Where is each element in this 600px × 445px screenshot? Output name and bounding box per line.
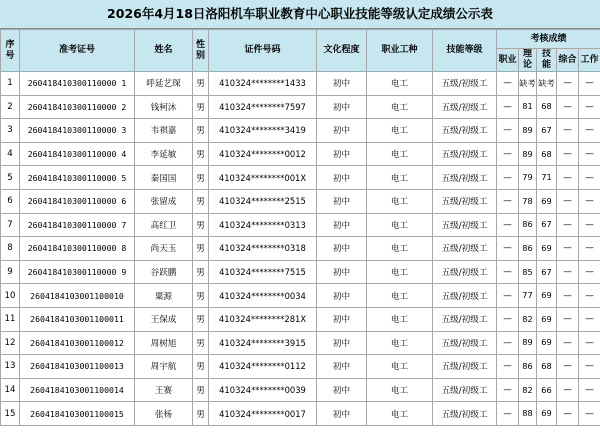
theory-score-cell: 77: [519, 284, 537, 308]
skill-score-cell: 缺考: [537, 72, 557, 96]
comprehensive-score-cell: —: [557, 189, 579, 213]
cert-no-cell: 410324********1433: [209, 72, 317, 96]
gender-cell: 男: [193, 378, 209, 402]
cert-no-cell: 410324********0012: [209, 142, 317, 166]
education-cell: 初中: [317, 284, 367, 308]
skill-score-cell: 69: [537, 237, 557, 261]
work-score-cell: —: [579, 237, 600, 261]
occupation-cell: 电工: [367, 166, 433, 190]
table-row: [1, 142, 600, 166]
comprehensive-score-cell: —: [557, 260, 579, 284]
exam-id-cell: 2604184103001100011: [20, 307, 135, 331]
skill-level-cell: 五级/初级工: [433, 378, 497, 402]
occupation-score-cell: —: [497, 95, 519, 119]
work-score-cell: —: [579, 119, 600, 143]
skill-level-cell: 五级/初级工: [433, 237, 497, 261]
gender-cell: 男: [193, 402, 209, 426]
work-score-cell: —: [579, 355, 600, 379]
exam-id-cell: 2604184103001100013: [20, 355, 135, 379]
name-cell: 李延敏: [135, 142, 193, 166]
skill-level-cell: 五级/初级工: [433, 260, 497, 284]
gender-cell: 男: [193, 260, 209, 284]
work-score-cell: —: [579, 95, 600, 119]
occupation-cell: 电工: [367, 402, 433, 426]
exam-id-cell: 260418410300110000 9: [20, 260, 135, 284]
page-title: 2026年4月18日洛阳机车职业教育中心职业技能等级认定成绩公示表: [0, 0, 600, 29]
comprehensive-score-cell: —: [557, 402, 579, 426]
skill-level-cell: 五级/初级工: [433, 402, 497, 426]
header-theory: 理论: [519, 49, 537, 72]
gender-cell: 男: [193, 95, 209, 119]
occupation-score-cell: —: [497, 284, 519, 308]
work-score-cell: —: [579, 307, 600, 331]
education-cell: 初中: [317, 166, 367, 190]
comprehensive-score-cell: —: [557, 284, 579, 308]
skill-score-cell: 68: [537, 95, 557, 119]
occupation-cell: 电工: [367, 378, 433, 402]
cert-no-cell: 410324********0034: [209, 284, 317, 308]
theory-score-cell: 89: [519, 142, 537, 166]
gender-cell: 男: [193, 237, 209, 261]
comprehensive-score-cell: —: [557, 355, 579, 379]
skill-level-cell: 五级/初级工: [433, 142, 497, 166]
table-row: [1, 378, 600, 402]
exam-id-cell: 260418410300110000 1: [20, 72, 135, 96]
header-seq: 序号: [1, 30, 20, 72]
exam-id-cell: 260418410300110000 7: [20, 213, 135, 237]
table-row: [1, 284, 600, 308]
education-cell: 初中: [317, 331, 367, 355]
skill-level-cell: 五级/初级工: [433, 119, 497, 143]
table-row: [1, 213, 600, 237]
theory-score-cell: 85: [519, 260, 537, 284]
skill-level-cell: 五级/初级工: [433, 331, 497, 355]
header-occupation-score: 职业: [497, 49, 519, 72]
table-row: [1, 189, 600, 213]
name-cell: 周宇航: [135, 355, 193, 379]
header-scores: 考核成绩: [497, 30, 600, 49]
theory-score-cell: 86: [519, 237, 537, 261]
skill-level-cell: 五级/初级工: [433, 284, 497, 308]
occupation-cell: 电工: [367, 119, 433, 143]
occupation-cell: 电工: [367, 284, 433, 308]
skill-score-cell: 68: [537, 355, 557, 379]
skill-level-cell: 五级/初级工: [433, 213, 497, 237]
exam-id-cell: 260418410300110000 6: [20, 189, 135, 213]
gender-cell: 男: [193, 355, 209, 379]
skill-score-cell: 67: [537, 260, 557, 284]
comprehensive-score-cell: —: [557, 307, 579, 331]
gender-cell: 男: [193, 142, 209, 166]
cert-no-cell: 410324********0017: [209, 402, 317, 426]
seq-cell: 7: [1, 213, 20, 237]
skill-score-cell: 67: [537, 119, 557, 143]
skill-level-cell: 五级/初级工: [433, 189, 497, 213]
skill-score-cell: 71: [537, 166, 557, 190]
table-row: [1, 166, 600, 190]
occupation-cell: 电工: [367, 260, 433, 284]
seq-cell: 14: [1, 378, 20, 402]
name-cell: 韦祺嘉: [135, 119, 193, 143]
cert-no-cell: 410324********001X: [209, 166, 317, 190]
education-cell: 初中: [317, 402, 367, 426]
exam-id-cell: 260418410300110000 3: [20, 119, 135, 143]
work-score-cell: —: [579, 378, 600, 402]
occupation-cell: 电工: [367, 331, 433, 355]
header-name: 姓名: [135, 30, 193, 72]
table-row: [1, 95, 600, 119]
occupation-cell: 电工: [367, 95, 433, 119]
theory-score-cell: 89: [519, 331, 537, 355]
skill-score-cell: 68: [537, 142, 557, 166]
table-row: [1, 355, 600, 379]
work-score-cell: —: [579, 213, 600, 237]
exam-id-cell: 260418410300110000 2: [20, 95, 135, 119]
cert-no-cell: 410324********7515: [209, 260, 317, 284]
work-score-cell: —: [579, 402, 600, 426]
cert-no-cell: 410324********3419: [209, 119, 317, 143]
education-cell: 初中: [317, 237, 367, 261]
skill-score-cell: 69: [537, 331, 557, 355]
name-cell: 尚天玉: [135, 237, 193, 261]
occupation-cell: 电工: [367, 142, 433, 166]
theory-score-cell: 89: [519, 119, 537, 143]
work-score-cell: —: [579, 72, 600, 96]
table-row: [1, 237, 600, 261]
comprehensive-score-cell: —: [557, 166, 579, 190]
occupation-score-cell: —: [497, 166, 519, 190]
theory-score-cell: 82: [519, 307, 537, 331]
occupation-cell: 电工: [367, 307, 433, 331]
seq-cell: 15: [1, 402, 20, 426]
seq-cell: 9: [1, 260, 20, 284]
work-score-cell: —: [579, 331, 600, 355]
occupation-score-cell: —: [497, 355, 519, 379]
name-cell: 高红卫: [135, 213, 193, 237]
cert-no-cell: 410324********7597: [209, 95, 317, 119]
header-cert-no: 证件号码: [209, 30, 317, 72]
theory-score-cell: 88: [519, 402, 537, 426]
work-score-cell: —: [579, 166, 600, 190]
table-row: [1, 402, 600, 426]
education-cell: 初中: [317, 355, 367, 379]
education-cell: 初中: [317, 142, 367, 166]
gender-cell: 男: [193, 284, 209, 308]
header-gender: 性别: [193, 30, 209, 72]
header-occupation: 职业工种: [367, 30, 433, 72]
occupation-cell: 电工: [367, 355, 433, 379]
work-score-cell: —: [579, 142, 600, 166]
skill-level-cell: 五级/初级工: [433, 307, 497, 331]
gender-cell: 男: [193, 307, 209, 331]
name-cell: 谷跃鹏: [135, 260, 193, 284]
name-cell: 周树旭: [135, 331, 193, 355]
skill-level-cell: 五级/初级工: [433, 95, 497, 119]
header-skill-level: 技能等级: [433, 30, 497, 72]
occupation-score-cell: —: [497, 213, 519, 237]
occupation-score-cell: —: [497, 260, 519, 284]
theory-score-cell: 86: [519, 355, 537, 379]
cert-no-cell: 410324********3915: [209, 331, 317, 355]
comprehensive-score-cell: —: [557, 119, 579, 143]
education-cell: 初中: [317, 260, 367, 284]
exam-id-cell: 260418410300110000 4: [20, 142, 135, 166]
work-score-cell: —: [579, 260, 600, 284]
header-comprehensive: 综合: [557, 49, 579, 72]
exam-id-cell: 2604184103001100015: [20, 402, 135, 426]
name-cell: 张杨: [135, 402, 193, 426]
education-cell: 初中: [317, 72, 367, 96]
cert-no-cell: 410324********2515: [209, 189, 317, 213]
name-cell: 呼延艺琛: [135, 72, 193, 96]
seq-cell: 1: [1, 72, 20, 96]
cert-no-cell: 410324********0313: [209, 213, 317, 237]
gender-cell: 男: [193, 189, 209, 213]
gender-cell: 男: [193, 166, 209, 190]
skill-score-cell: 69: [537, 189, 557, 213]
theory-score-cell: 82: [519, 378, 537, 402]
name-cell: 王保成: [135, 307, 193, 331]
seq-cell: 10: [1, 284, 20, 308]
seq-cell: 4: [1, 142, 20, 166]
gender-cell: 男: [193, 331, 209, 355]
comprehensive-score-cell: —: [557, 237, 579, 261]
exam-id-cell: 2604184103001100014: [20, 378, 135, 402]
header-work: 工作: [579, 49, 600, 72]
education-cell: 初中: [317, 119, 367, 143]
table-row: [1, 331, 600, 355]
occupation-score-cell: —: [497, 237, 519, 261]
cert-no-cell: 410324********0039: [209, 378, 317, 402]
exam-id-cell: 2604184103001100012: [20, 331, 135, 355]
gender-cell: 男: [193, 119, 209, 143]
header-skill: 技能: [537, 49, 557, 72]
theory-score-cell: 81: [519, 95, 537, 119]
occupation-cell: 电工: [367, 237, 433, 261]
skill-level-cell: 五级/初级工: [433, 166, 497, 190]
occupation-cell: 电工: [367, 189, 433, 213]
skill-score-cell: 66: [537, 378, 557, 402]
work-score-cell: —: [579, 189, 600, 213]
comprehensive-score-cell: —: [557, 331, 579, 355]
occupation-score-cell: —: [497, 378, 519, 402]
skill-level-cell: 五级/初级工: [433, 72, 497, 96]
skill-score-cell: 69: [537, 307, 557, 331]
exam-id-cell: 260418410300110000 8: [20, 237, 135, 261]
seq-cell: 3: [1, 119, 20, 143]
seq-cell: 2: [1, 95, 20, 119]
seq-cell: 6: [1, 189, 20, 213]
header-exam-id: 准考证号: [20, 30, 135, 72]
exam-id-cell: 260418410300110000 5: [20, 166, 135, 190]
seq-cell: 5: [1, 166, 20, 190]
occupation-cell: 电工: [367, 213, 433, 237]
occupation-score-cell: —: [497, 189, 519, 213]
name-cell: 张留成: [135, 189, 193, 213]
theory-score-cell: 78: [519, 189, 537, 213]
occupation-cell: 电工: [367, 72, 433, 96]
name-cell: 秦国国: [135, 166, 193, 190]
cert-no-cell: 410324********281X: [209, 307, 317, 331]
cert-no-cell: 410324********0112: [209, 355, 317, 379]
header-education: 文化程度: [317, 30, 367, 72]
occupation-score-cell: —: [497, 402, 519, 426]
seq-cell: 12: [1, 331, 20, 355]
occupation-score-cell: —: [497, 72, 519, 96]
name-cell: 钱柯沐: [135, 95, 193, 119]
occupation-score-cell: —: [497, 142, 519, 166]
comprehensive-score-cell: —: [557, 213, 579, 237]
table-row: [1, 72, 600, 96]
gender-cell: 男: [193, 213, 209, 237]
comprehensive-score-cell: —: [557, 72, 579, 96]
seq-cell: 8: [1, 237, 20, 261]
work-score-cell: —: [579, 284, 600, 308]
skill-level-cell: 五级/初级工: [433, 355, 497, 379]
occupation-score-cell: —: [497, 119, 519, 143]
cert-no-cell: 410324********0318: [209, 237, 317, 261]
table-row: [1, 119, 600, 143]
education-cell: 初中: [317, 307, 367, 331]
education-cell: 初中: [317, 95, 367, 119]
seq-cell: 13: [1, 355, 20, 379]
skill-score-cell: 67: [537, 213, 557, 237]
table-row: [1, 260, 600, 284]
education-cell: 初中: [317, 378, 367, 402]
skill-score-cell: 69: [537, 284, 557, 308]
education-cell: 初中: [317, 213, 367, 237]
theory-score-cell: 79: [519, 166, 537, 190]
table-row: [1, 307, 600, 331]
education-cell: 初中: [317, 189, 367, 213]
theory-score-cell: 86: [519, 213, 537, 237]
comprehensive-score-cell: —: [557, 142, 579, 166]
occupation-score-cell: —: [497, 331, 519, 355]
seq-cell: 11: [1, 307, 20, 331]
theory-score-cell: 缺考: [519, 72, 537, 96]
name-cell: 王赛: [135, 378, 193, 402]
comprehensive-score-cell: —: [557, 378, 579, 402]
exam-id-cell: 2604184103001100010: [20, 284, 135, 308]
gender-cell: 男: [193, 72, 209, 96]
score-table: [0, 29, 600, 426]
comprehensive-score-cell: —: [557, 95, 579, 119]
occupation-score-cell: —: [497, 307, 519, 331]
skill-score-cell: 69: [537, 402, 557, 426]
name-cell: 粟源: [135, 284, 193, 308]
